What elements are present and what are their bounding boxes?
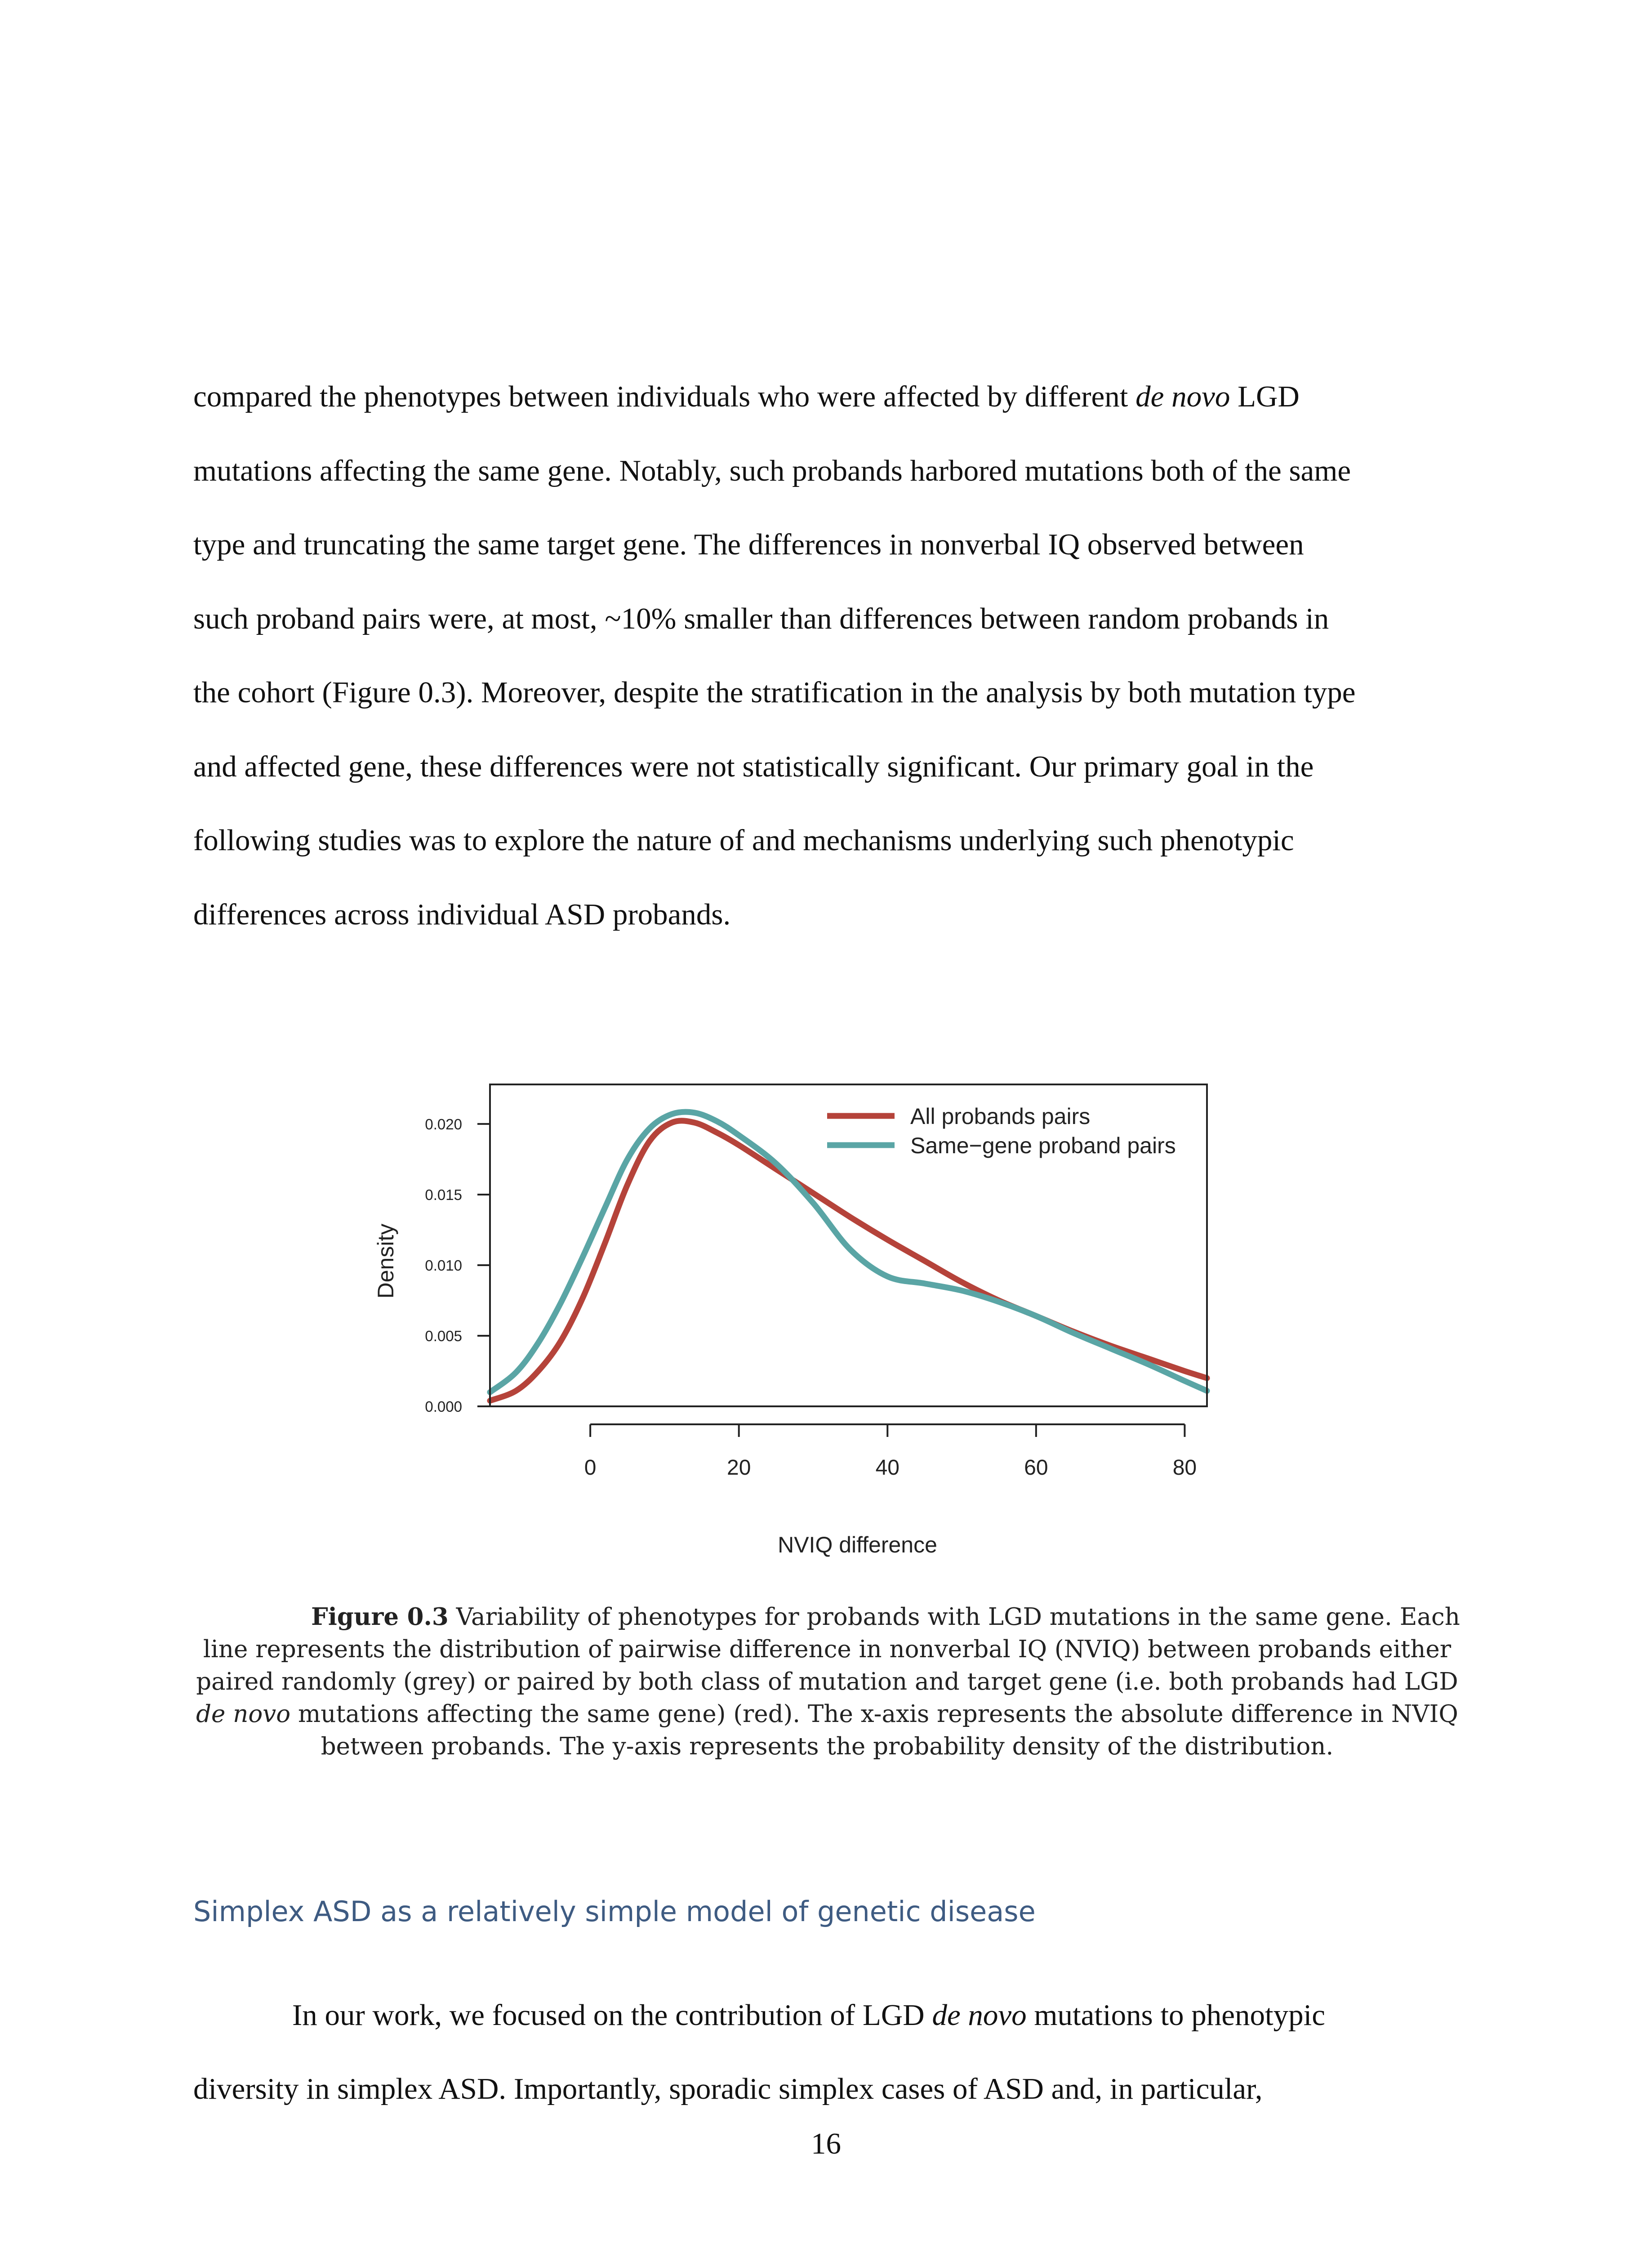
series-line-same-gene-pairs <box>490 1112 1207 1392</box>
text-line: following studies was to explore the nature of and mechanisms underlying such phenotypic <box>193 824 1294 857</box>
x-tick-label: 0 <box>584 1456 597 1480</box>
caption-text: line represents the distribution of pairwise difference in nonverbal IQ (NVIQ) between probands either <box>203 1636 1452 1663</box>
italic-term: de novo <box>1135 380 1230 413</box>
x-tick-label: 40 <box>875 1456 899 1480</box>
x-tick-label: 80 <box>1172 1456 1197 1480</box>
y-tick-label: 0.010 <box>425 1257 462 1274</box>
section-heading: Simplex ASD as a relatively simple model of genetic disease <box>193 1895 1036 1928</box>
y-tick-label: 0.000 <box>425 1398 462 1415</box>
figure-label: Figure 0.3 <box>311 1603 449 1631</box>
x-tick-label: 60 <box>1024 1456 1048 1480</box>
plot-frame <box>490 1084 1207 1406</box>
legend-entry: Same−gene proband pairs <box>910 1133 1176 1158</box>
caption-text: mutations affecting the same gene) (red). The x-axis represents the absolute difference in NVIQ <box>290 1700 1458 1728</box>
y-axis-title: Density <box>373 1223 398 1299</box>
text-line: such proband pairs were, at most, ~10% smaller than differences between random probands in <box>193 602 1329 635</box>
text-line: differences across individual ASD probands. <box>193 897 731 931</box>
body-paragraph-2 <box>193 1978 1452 2126</box>
text-line: type and truncating the same target gene. The differences in nonverbal IQ observed between <box>193 528 1304 561</box>
x-tick-label: 20 <box>727 1456 751 1480</box>
x-axis-title: NVIQ difference <box>778 1532 937 1557</box>
text-line: diversity in simplex ASD. Importantly, sporadic simplex cases of ASD and, in particular, <box>193 2072 1263 2105</box>
italic-term: de novo <box>932 1998 1027 2032</box>
body-paragraph-1 <box>193 360 1452 951</box>
series-line-all-pairs <box>490 1121 1207 1401</box>
text-line: In our work, we focused on the contribution of LGD de novo mutations to phenotypic <box>292 1998 1326 2032</box>
text-line: the cohort (Figure 0.3). Moreover, despite the stratification in the analysis by both mutation type <box>193 676 1356 709</box>
caption-text: Variability of phenotypes for probands with LGD mutations in the same gene. Each <box>448 1603 1460 1631</box>
y-tick-label: 0.015 <box>425 1186 462 1203</box>
text-line: and affected gene, these differences were not statistically significant. Our primary goal in the <box>193 749 1314 783</box>
y-tick-label: 0.020 <box>425 1115 462 1133</box>
text-line: compared the phenotypes between individuals who were affected by different de novo LGD <box>193 380 1300 413</box>
text-line: mutations affecting the same gene. Notably, such probands harbored mutations both of the same <box>193 454 1351 487</box>
figure-caption <box>189 1601 1465 1763</box>
page-number: 16 <box>811 2127 841 2160</box>
legend-entry: All probands pairs <box>910 1104 1091 1129</box>
caption-text: between probands. The y-axis represents the probability density of the distribution. <box>321 1733 1334 1760</box>
italic-term: de novo <box>196 1700 291 1728</box>
caption-text: paired randomly (grey) or paired by both class of mutation and target gene (i.e. both probands had LGD <box>196 1668 1458 1695</box>
y-tick-label: 0.005 <box>425 1327 462 1344</box>
